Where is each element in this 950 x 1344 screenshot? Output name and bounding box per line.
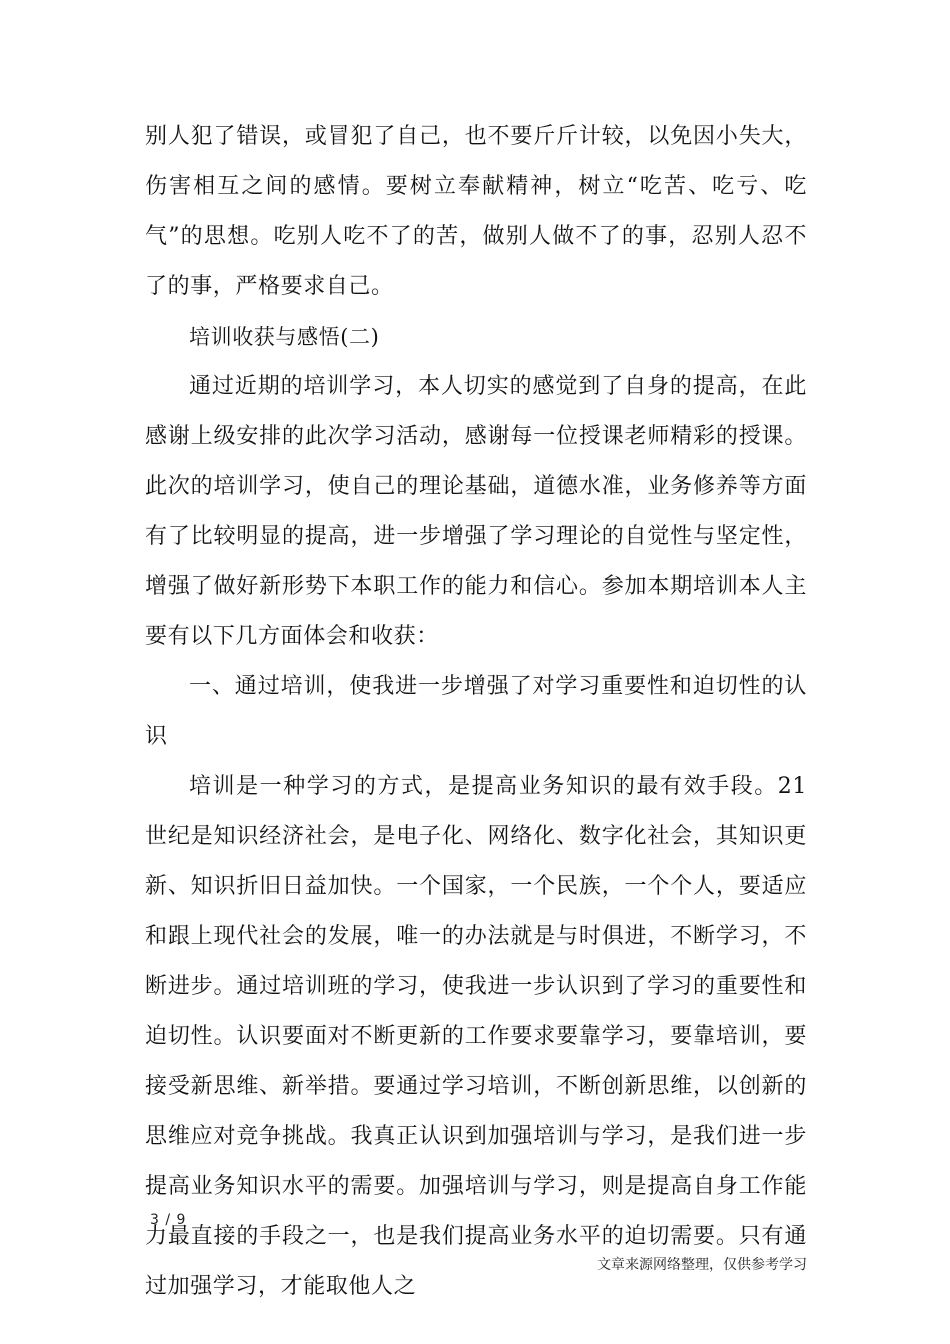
paragraph-continuation: 别人犯了错误，或冒犯了自己，也不要斤斤计较，以免因小失大，伤害相互之间的感情。要树立奉献精神，树立“吃苦、吃亏、吃气”的思想。吃别人吃不了的苦，做别人做不了的事，忍别人忍不了的事，严格要求自己。 — [145, 124, 807, 299]
document-body — [145, 112, 807, 1312]
paragraph-intro: 通过近期的培训学习，本人切实的感觉到了自身的提高，在此感谢上级安排的此次学习活动，感谢每一位授课老师精彩的授课。此次的培训学习，使自己的理论基础，道德水准，业务修养等方面有了比较明显的提高，进一步增强了学习理论的自觉性与坚定性，增强了做好新形势下本职工作的能力和信心。参加本期培训本人主要有以下几方面体会和收获： — [145, 374, 807, 649]
page-number: 3 / 9 — [150, 1212, 187, 1228]
subheading-one: 一、通过培训，使我进一步增强了对学习重要性和迫切性的认识 — [145, 674, 807, 749]
section-title: 培训收获与感悟(二) — [189, 325, 380, 349]
paragraph-training: 培训是一种学习的方式，是提高业务知识的最有效手段。21 世纪是知识经济社会，是电子化、网络化、数字化社会，其知识更新、知识折旧日益加快。一个国家，一个民族，一个个人，要适应和跟上现代社会的发展，唯一的办法就是与时俱进，不断学习，不断进步。通过培训班的学习，使我进一步认识到了学习的重要性和迫切性。认识要面对不断更新的工作要求要靠学习，要靠培训，要接受新思维、新举措。要通过学习培训，不断创新思维，以创新的思维应对竞争挑战。我真正认识到加强培训与学习，是我们进一步提高业务知识水平的需要。加强培训与学习，则是提高自身工作能力最直接的手段之一，也是我们提高业务水平的迫切需要。只有通过加强学习，才能取他人之 — [145, 774, 807, 1299]
footer-note: 文章来源网络整理，仅供参考学习 — [597, 1257, 807, 1273]
